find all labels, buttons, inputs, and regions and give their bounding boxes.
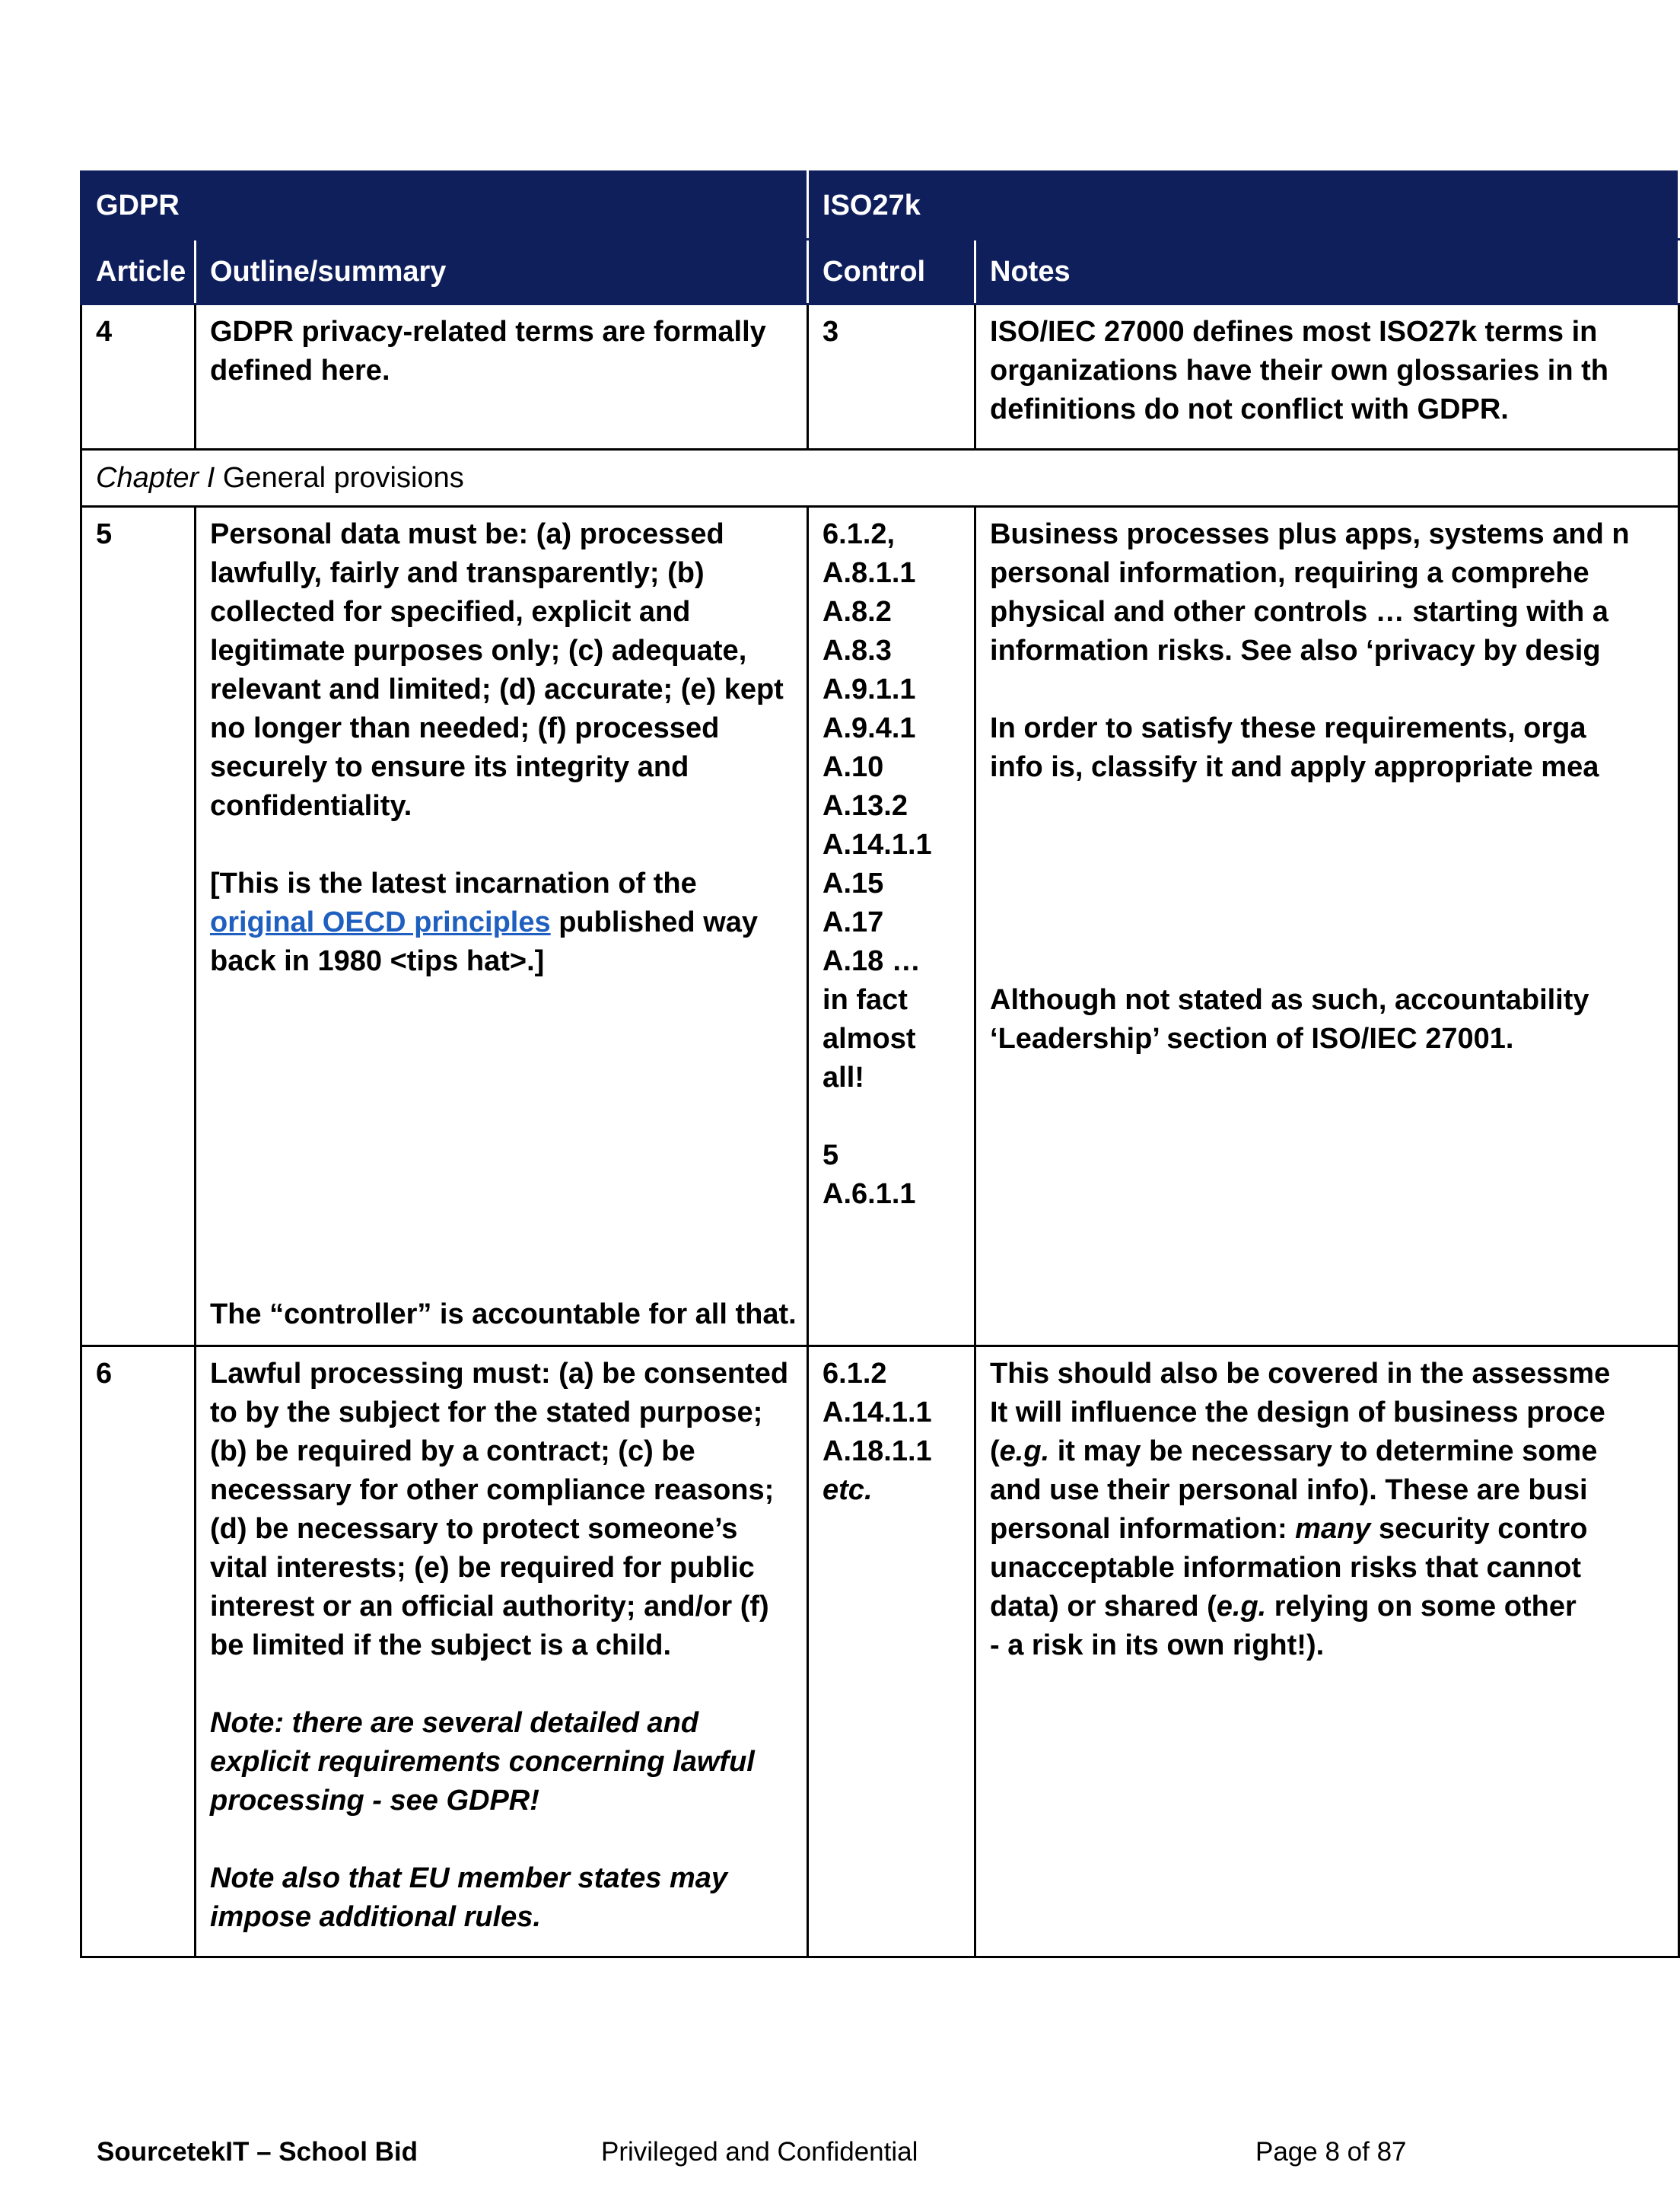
outline-note: Note: there are several detailed and explicit requirements concerning lawful processing - see GDPR! <box>210 1707 755 1817</box>
notes-line <box>990 1432 1666 1471</box>
table-row-article-5 <box>81 507 1679 1346</box>
notes-fragment: data) or shared ( <box>990 1591 1217 1623</box>
control-refs <box>808 1346 975 1957</box>
notes-line: information risks. See also ‘privacy by desig <box>990 635 1601 667</box>
notes-fragment: relying on some other <box>1266 1591 1577 1623</box>
outline-column-header: Outline/summary <box>196 240 808 304</box>
notes-column-header: Notes <box>975 240 1679 304</box>
control-ref: in fact <box>822 984 908 1016</box>
footer-document-title: SourcetekIT – School Bid <box>97 2137 418 2167</box>
notes-line: - a risk in its own right!). <box>990 1629 1325 1661</box>
control-ref-etc: etc. <box>822 1474 873 1506</box>
control-ref: A.6.1.1 <box>822 1178 916 1210</box>
control-ref: A.14.1.1 <box>822 829 932 861</box>
chapter-row <box>81 450 1679 507</box>
notes-line: and use their personal info). These are busi <box>990 1474 1588 1506</box>
control-ref: A.8.1.1 <box>822 557 916 589</box>
control-ref: 6.1.2, <box>822 518 896 550</box>
control-column-header: Control <box>808 240 975 304</box>
notes-line: organizations have their own glossaries in th <box>990 355 1608 387</box>
table-column-header-row <box>81 240 1679 304</box>
notes-line <box>990 1510 1666 1549</box>
notes-text <box>975 304 1679 450</box>
control-ref: A.15 <box>822 868 884 900</box>
notes-line <box>990 1588 1666 1626</box>
notes-fragment: it may be necessary to determine some <box>1049 1435 1598 1467</box>
notes-fragment: many <box>1295 1513 1371 1545</box>
footer-confidentiality: Privileged and Confidential <box>601 2137 918 2167</box>
notes-line: info is, classify it and apply appropriate mea <box>990 751 1599 783</box>
notes-line: personal information, requiring a comprehe <box>990 557 1589 589</box>
notes-fragment: personal information: <box>990 1513 1296 1545</box>
control-ref: 3 <box>808 304 975 450</box>
control-ref: A.18.1.1 <box>822 1435 932 1467</box>
notes-fragment: e.g. <box>1216 1591 1267 1623</box>
notes-line: ISO/IEC 27000 defines most ISO27k terms in <box>990 316 1598 348</box>
notes-fragment: security contro <box>1370 1513 1588 1545</box>
notes-line: It will influence the design of business proce <box>990 1396 1605 1428</box>
notes-line: In order to satisfy these requirements, orga <box>990 712 1586 744</box>
iso27k-group-header: ISO27k <box>808 172 1679 240</box>
controller-statement: The “controller” is accountable for all that. <box>210 1298 797 1330</box>
notes-line: definitions do not conflict with GDPR. <box>990 393 1509 425</box>
outline-text <box>196 1346 808 1957</box>
notes-fragment: ( <box>990 1435 1000 1467</box>
outline-paragraph <box>210 865 794 981</box>
outline-text-fragment: [This is the latest incarnation of the <box>210 868 697 900</box>
control-ref: A.8.2 <box>822 596 892 628</box>
outline-paragraph: Personal data must be: (a) processed lawfully, fairly and transparently; (b) collected for specified, explicit and legitimate purposes only; (c) adequate, relevant and limited; (d) accurate; (e) kept no longer than needed; (f) processed securely to ensure its integrity and confidentiality. <box>210 518 784 822</box>
notes-line: physical and other controls … starting with a <box>990 596 1608 628</box>
control-ref: 5 <box>822 1139 839 1171</box>
control-ref: A.9.1.1 <box>822 674 916 705</box>
notes-line: ‘Leadership’ section of ISO/IEC 27001. <box>990 1023 1514 1055</box>
control-ref: A.8.3 <box>822 635 892 667</box>
table-row-article-6 <box>81 1346 1679 1957</box>
chapter-label: Chapter I <box>96 461 215 494</box>
control-ref: A.18 … <box>822 945 921 977</box>
control-ref: A.10 <box>822 751 884 783</box>
oecd-principles-link[interactable]: original OECD principles <box>210 906 551 938</box>
outline-text-fragment: published way back in 1980 <tips hat>.] <box>210 906 759 977</box>
outline-text: GDPR privacy-related terms are formally defined here. <box>196 304 808 450</box>
notes-text <box>975 507 1679 1346</box>
article-number: 5 <box>81 507 196 1346</box>
control-ref: almost all! <box>822 1023 916 1094</box>
notes-line: Although not stated as such, accountability <box>990 984 1589 1016</box>
control-ref: A.13.2 <box>822 790 908 822</box>
gdpr-group-header: GDPR <box>81 172 808 240</box>
outline-paragraph: Lawful processing must: (a) be consented to by the subject for the stated purpose; (b) be required by a contract; (c) be necessary for other compliance reasons; (d) be necessary to protect someone’s vital interests; (e) be required for public interest or an official authority; and/or (f) be limited if the subject is a child. <box>210 1358 789 1661</box>
notes-line: unacceptable information risks that cannot <box>990 1552 1582 1584</box>
gdpr-iso27k-mapping-table <box>80 170 1680 1958</box>
control-ref: A.14.1.1 <box>822 1396 932 1428</box>
chapter-heading <box>81 450 1679 507</box>
article-number: 4 <box>81 304 196 450</box>
control-ref: A.17 <box>822 906 884 938</box>
article-column-header: Article <box>81 240 196 304</box>
table-row-article-4 <box>81 304 1679 450</box>
notes-line: This should also be covered in the assessme <box>990 1358 1611 1390</box>
control-ref: A.9.4.1 <box>822 712 916 744</box>
notes-line: Business processes plus apps, systems and n <box>990 518 1630 550</box>
control-ref: 6.1.2 <box>822 1358 887 1390</box>
notes-text <box>975 1346 1679 1957</box>
chapter-title: General provisions <box>222 461 464 494</box>
notes-fragment: e.g. <box>999 1435 1050 1467</box>
control-refs <box>808 507 975 1346</box>
outline-text <box>196 507 808 1346</box>
footer-page-number: Page 8 of 87 <box>1255 2137 1407 2167</box>
article-number: 6 <box>81 1346 196 1957</box>
outline-note: Note also that EU member states may impose additional rules. <box>210 1862 728 1933</box>
table-group-header-row <box>81 172 1679 240</box>
